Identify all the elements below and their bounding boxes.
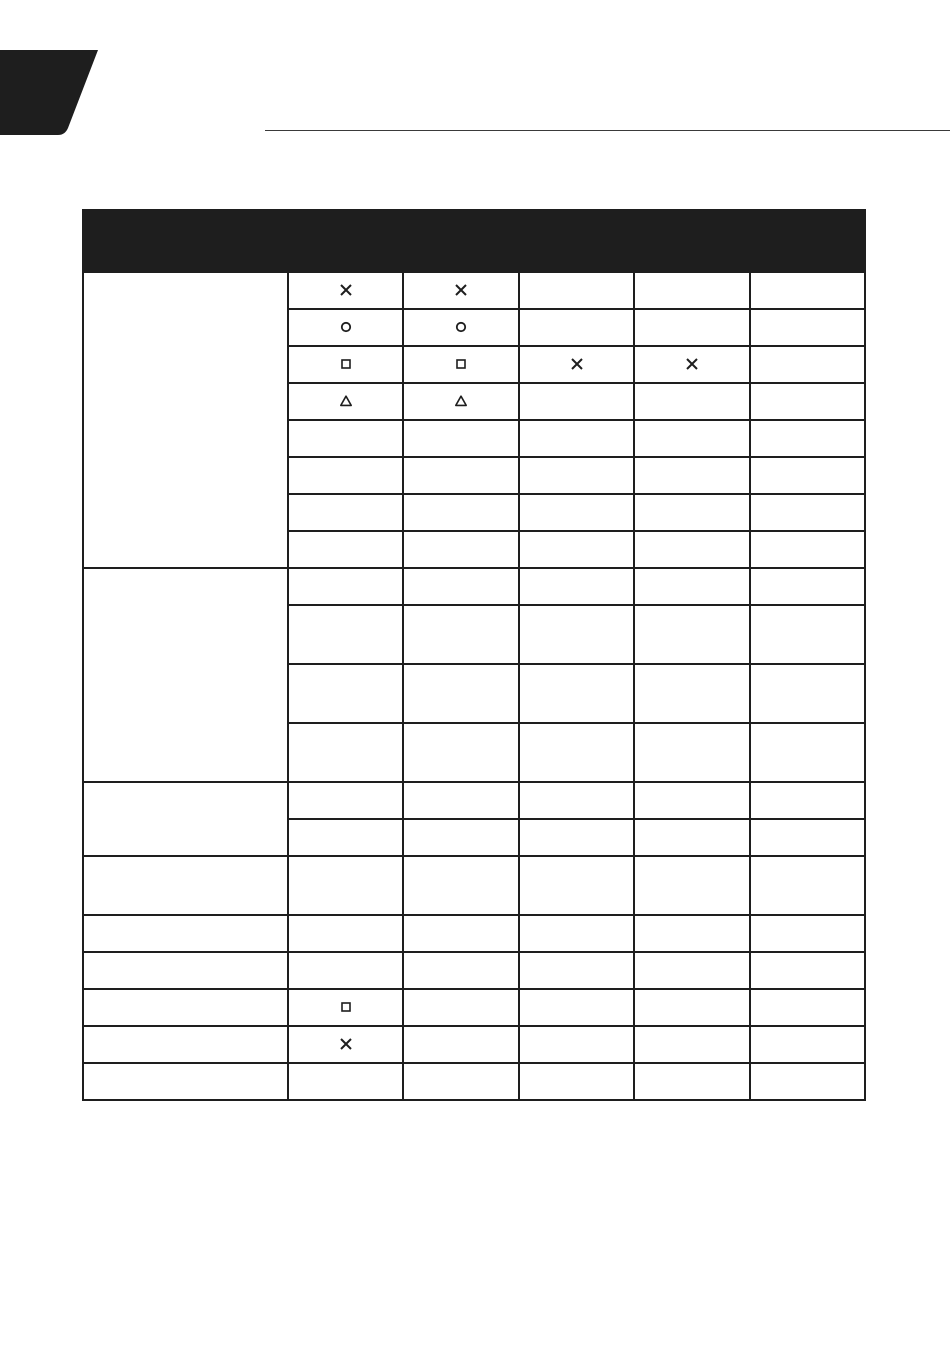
table-cell xyxy=(750,1026,865,1063)
table-cell xyxy=(750,420,865,457)
table-cell xyxy=(634,346,750,383)
header-cell xyxy=(83,210,288,272)
table-cell xyxy=(750,915,865,952)
table-cell xyxy=(750,952,865,989)
table-cell xyxy=(634,309,750,346)
square-icon xyxy=(454,357,468,371)
table-cell xyxy=(634,457,750,494)
symbol-table xyxy=(82,209,866,1101)
table-row xyxy=(83,952,865,989)
x-icon xyxy=(454,283,468,297)
row-group-label xyxy=(83,568,288,782)
table-cell xyxy=(750,568,865,605)
table-cell xyxy=(634,383,750,420)
circle-icon xyxy=(454,320,468,334)
table-cell xyxy=(403,272,519,309)
table-cell xyxy=(519,782,634,819)
triangle-icon xyxy=(454,394,468,408)
table-cell xyxy=(750,605,865,664)
table-cell xyxy=(634,1063,750,1100)
table-cell xyxy=(288,605,403,664)
row-label xyxy=(83,1026,288,1063)
header-cell xyxy=(519,210,634,272)
table-cell xyxy=(403,346,519,383)
table-cell xyxy=(634,494,750,531)
table-cell xyxy=(750,819,865,856)
table-cell xyxy=(634,819,750,856)
table-cell xyxy=(288,346,403,383)
table-row xyxy=(83,1063,865,1100)
table-cell xyxy=(288,420,403,457)
header-cell xyxy=(634,210,750,272)
table-cell xyxy=(634,605,750,664)
table-cell xyxy=(519,989,634,1026)
table-cell xyxy=(288,383,403,420)
table-cell xyxy=(634,782,750,819)
table-row xyxy=(83,782,865,819)
table-cell xyxy=(403,664,519,723)
row-label xyxy=(83,989,288,1026)
table-cell xyxy=(288,856,403,915)
table-cell xyxy=(634,420,750,457)
x-icon xyxy=(339,1037,353,1051)
table-cell xyxy=(403,856,519,915)
table-cell xyxy=(288,952,403,989)
table-cell xyxy=(750,989,865,1026)
table-cell xyxy=(750,856,865,915)
table-cell xyxy=(519,531,634,568)
header-rule xyxy=(265,130,950,131)
square-icon xyxy=(339,357,353,371)
table-cell xyxy=(403,605,519,664)
row-label xyxy=(83,952,288,989)
square-icon xyxy=(339,1000,353,1014)
table-cell xyxy=(634,952,750,989)
table-cell xyxy=(519,568,634,605)
table-cell xyxy=(519,856,634,915)
row-label xyxy=(83,1063,288,1100)
section-tab-marker xyxy=(0,50,100,135)
table-row xyxy=(83,989,865,1026)
table-row xyxy=(83,568,865,605)
table-cell xyxy=(288,723,403,782)
table-cell xyxy=(634,568,750,605)
table-cell xyxy=(288,494,403,531)
table-header-row xyxy=(83,210,865,272)
table-cell xyxy=(519,309,634,346)
table-cell xyxy=(403,420,519,457)
table-cell xyxy=(403,819,519,856)
table-cell xyxy=(750,309,865,346)
table-cell xyxy=(750,664,865,723)
table-cell xyxy=(403,989,519,1026)
x-icon xyxy=(685,357,699,371)
table-cell xyxy=(403,782,519,819)
table-row xyxy=(83,856,865,915)
table-cell xyxy=(288,989,403,1026)
table-cell xyxy=(288,782,403,819)
table-cell xyxy=(403,723,519,782)
table-cell xyxy=(288,309,403,346)
table-cell xyxy=(519,346,634,383)
table-cell xyxy=(403,383,519,420)
table-cell xyxy=(403,952,519,989)
triangle-icon xyxy=(339,394,353,408)
table-cell xyxy=(288,568,403,605)
table-cell xyxy=(519,494,634,531)
table-cell xyxy=(519,819,634,856)
table-cell xyxy=(519,1026,634,1063)
row-label xyxy=(83,915,288,952)
table-cell xyxy=(288,272,403,309)
table-cell xyxy=(288,457,403,494)
table-cell xyxy=(750,782,865,819)
table-cell xyxy=(519,723,634,782)
x-icon xyxy=(339,283,353,297)
table-row xyxy=(83,1026,865,1063)
table-cell xyxy=(288,531,403,568)
row-group-label xyxy=(83,782,288,856)
table-row xyxy=(83,915,865,952)
table-cell xyxy=(519,915,634,952)
table-cell xyxy=(519,664,634,723)
table-cell xyxy=(750,272,865,309)
x-icon xyxy=(570,357,584,371)
table-cell xyxy=(519,952,634,989)
table-cell xyxy=(403,309,519,346)
table-cell xyxy=(519,457,634,494)
table-cell xyxy=(288,819,403,856)
header-cell xyxy=(288,210,403,272)
table-cell xyxy=(403,1063,519,1100)
header-cell xyxy=(403,210,519,272)
table-cell xyxy=(634,664,750,723)
table-cell xyxy=(288,915,403,952)
table-cell xyxy=(403,457,519,494)
table-cell xyxy=(634,856,750,915)
table-cell xyxy=(634,915,750,952)
table-cell xyxy=(519,272,634,309)
table-row xyxy=(83,272,865,309)
table-cell xyxy=(634,1026,750,1063)
table-cell xyxy=(634,989,750,1026)
table-cell xyxy=(750,723,865,782)
table-cell xyxy=(403,1026,519,1063)
table-cell xyxy=(634,272,750,309)
table-cell xyxy=(403,494,519,531)
circle-icon xyxy=(339,320,353,334)
table-cell xyxy=(519,383,634,420)
table-cell xyxy=(288,664,403,723)
table-cell xyxy=(403,915,519,952)
table-cell xyxy=(634,723,750,782)
table-cell xyxy=(288,1026,403,1063)
row-label xyxy=(83,856,288,915)
header-cell xyxy=(750,210,865,272)
table-cell xyxy=(403,568,519,605)
table-cell xyxy=(750,383,865,420)
table-cell xyxy=(519,605,634,664)
table-cell xyxy=(519,420,634,457)
table-cell xyxy=(403,531,519,568)
table-cell xyxy=(750,531,865,568)
table-cell xyxy=(750,494,865,531)
table-cell xyxy=(750,1063,865,1100)
table-cell xyxy=(634,531,750,568)
table-cell xyxy=(750,457,865,494)
table-cell xyxy=(519,1063,634,1100)
table-cell xyxy=(288,1063,403,1100)
table-cell xyxy=(750,346,865,383)
row-group-label xyxy=(83,272,288,568)
